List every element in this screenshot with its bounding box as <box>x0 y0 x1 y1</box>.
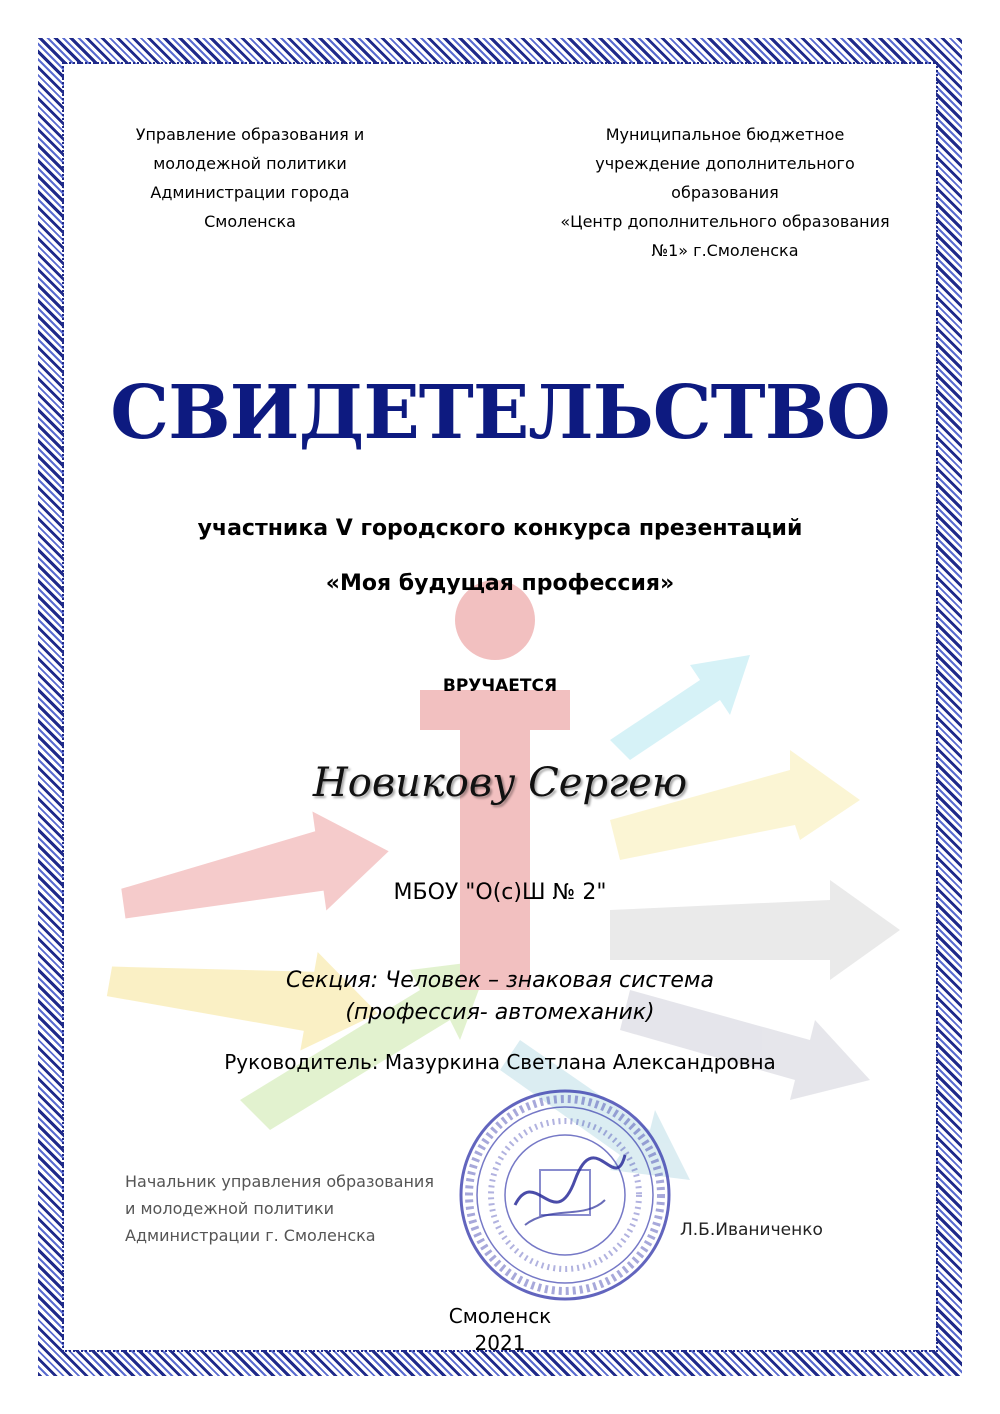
header-right-line: учреждение дополнительного <box>595 154 855 173</box>
signatory-line: Администрации г. Смоленска <box>125 1226 376 1245</box>
header-left-line: молодежной политики <box>153 154 347 173</box>
header-left-line: Администрации города <box>150 183 350 202</box>
signatory-line: и молодежной политики <box>125 1199 335 1218</box>
footer-city: Смоленск <box>448 1304 552 1328</box>
official-seal <box>455 1085 675 1305</box>
header-right-organization <box>530 120 920 265</box>
contest-name: «Моя будущая профессия» <box>325 571 675 596</box>
header-left-organization <box>110 120 390 236</box>
header-right-line: «Центр дополнительного образования <box>560 212 890 231</box>
profession: (профессия- автомеханик) <box>345 1000 655 1025</box>
certificate-title: СВИДЕТЕЛЬСТВО <box>110 370 890 456</box>
supervisor: Руководитель: Мазуркина Светлана Александровна <box>224 1050 776 1074</box>
footer-place-date <box>0 1303 1000 1357</box>
contest-description: участника V городского конкурса презентаций <box>197 516 803 541</box>
signatory-name: Л.Б.Иваниченко <box>680 1220 823 1240</box>
school-name: МБОУ "О(с)Ш № 2" <box>393 880 607 905</box>
section-name: Секция: Человек – знаковая система <box>286 968 714 993</box>
header-right-line: Муниципальное бюджетное <box>605 125 845 144</box>
header-left-line: Управление образования и <box>135 125 365 144</box>
awarded-label: ВРУЧАЕТСЯ <box>442 676 558 696</box>
signatory-position <box>125 1168 434 1249</box>
signatory-line: Начальник управления образования <box>125 1172 434 1191</box>
footer-year: 2021 <box>474 1331 526 1355</box>
header-right-line: №1» г.Смоленска <box>651 241 799 260</box>
header-left-line: Смоленска <box>204 212 296 231</box>
recipient-name: Новикову Сергею <box>312 760 688 806</box>
header-right-line: образования <box>671 183 779 202</box>
